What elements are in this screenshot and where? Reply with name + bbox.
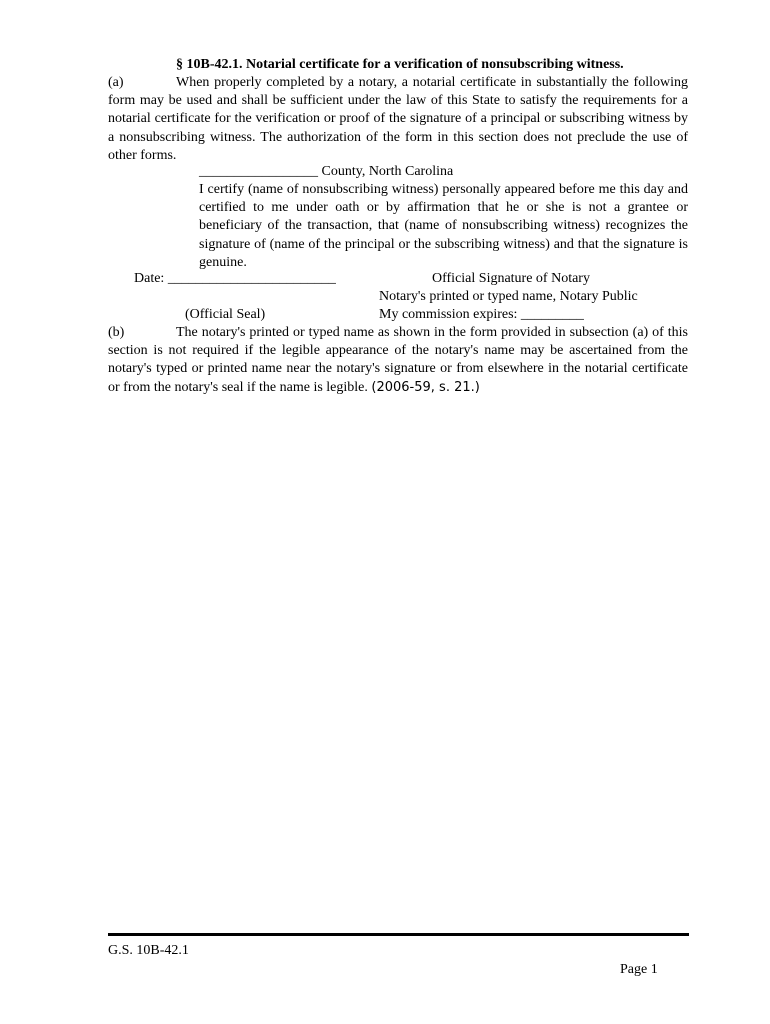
date-line: Date: ________________________ — [134, 271, 336, 286]
notary-printed-name-label: Notary's printed or typed name, Notary Public — [379, 289, 638, 304]
footer-page-number: Page 1 — [620, 962, 658, 977]
certificate-county-line: _________________ County, North Carolina — [199, 164, 454, 179]
section-heading: § 10B-42.1. Notarial certificate for a verification of nonsubscribing witness. — [176, 57, 624, 72]
paragraph-b-text: The notary's printed or typed name as shown in the form provided in subsection (a) of this section is not required if the legible appearance of the notary's name may be ascertained from the notary's typed or printed name near the notary's signature or from elsewhere in the notarial certificate or from the notary's seal if the name is legible. — [108, 325, 688, 395]
paragraph-a-label: (a) — [108, 75, 124, 90]
paragraph-b-label: (b) — [108, 325, 125, 340]
paragraph-a-text: When properly completed by a notary, a notarial certificate in substantially the following form may be used and shall be sufficient under the law of this State to satisfy the requirements for a notarial certificate for the verification or proof of the signature of a principal or subscribing witness by a nonsubscribing witness. The authorization of the form in this section does not preclude the use of other forms. — [108, 75, 688, 163]
official-seal-label: (Official Seal) — [185, 307, 266, 322]
footer-statute-reference: G.S. 10B-42.1 — [108, 943, 189, 958]
paragraph-b — [108, 324, 688, 397]
paragraph-a — [108, 74, 688, 165]
session-law-citation: (2006-59, s. 21.) — [371, 379, 480, 395]
commission-expires-label: My commission expires: _________ — [379, 307, 584, 322]
notary-signature-label: Official Signature of Notary — [432, 271, 590, 286]
certificate-body: I certify (name of nonsubscribing witness) personally appeared before me this day and certified to me under oath or by affirmation that he or she is not a grantee or beneficiary of the transaction, that (name of nonsubscribing witness) recognizes the signature of (name of the principal or the subscribing witness) and that the signature is genuine. — [199, 182, 688, 270]
footer-divider — [108, 933, 689, 936]
